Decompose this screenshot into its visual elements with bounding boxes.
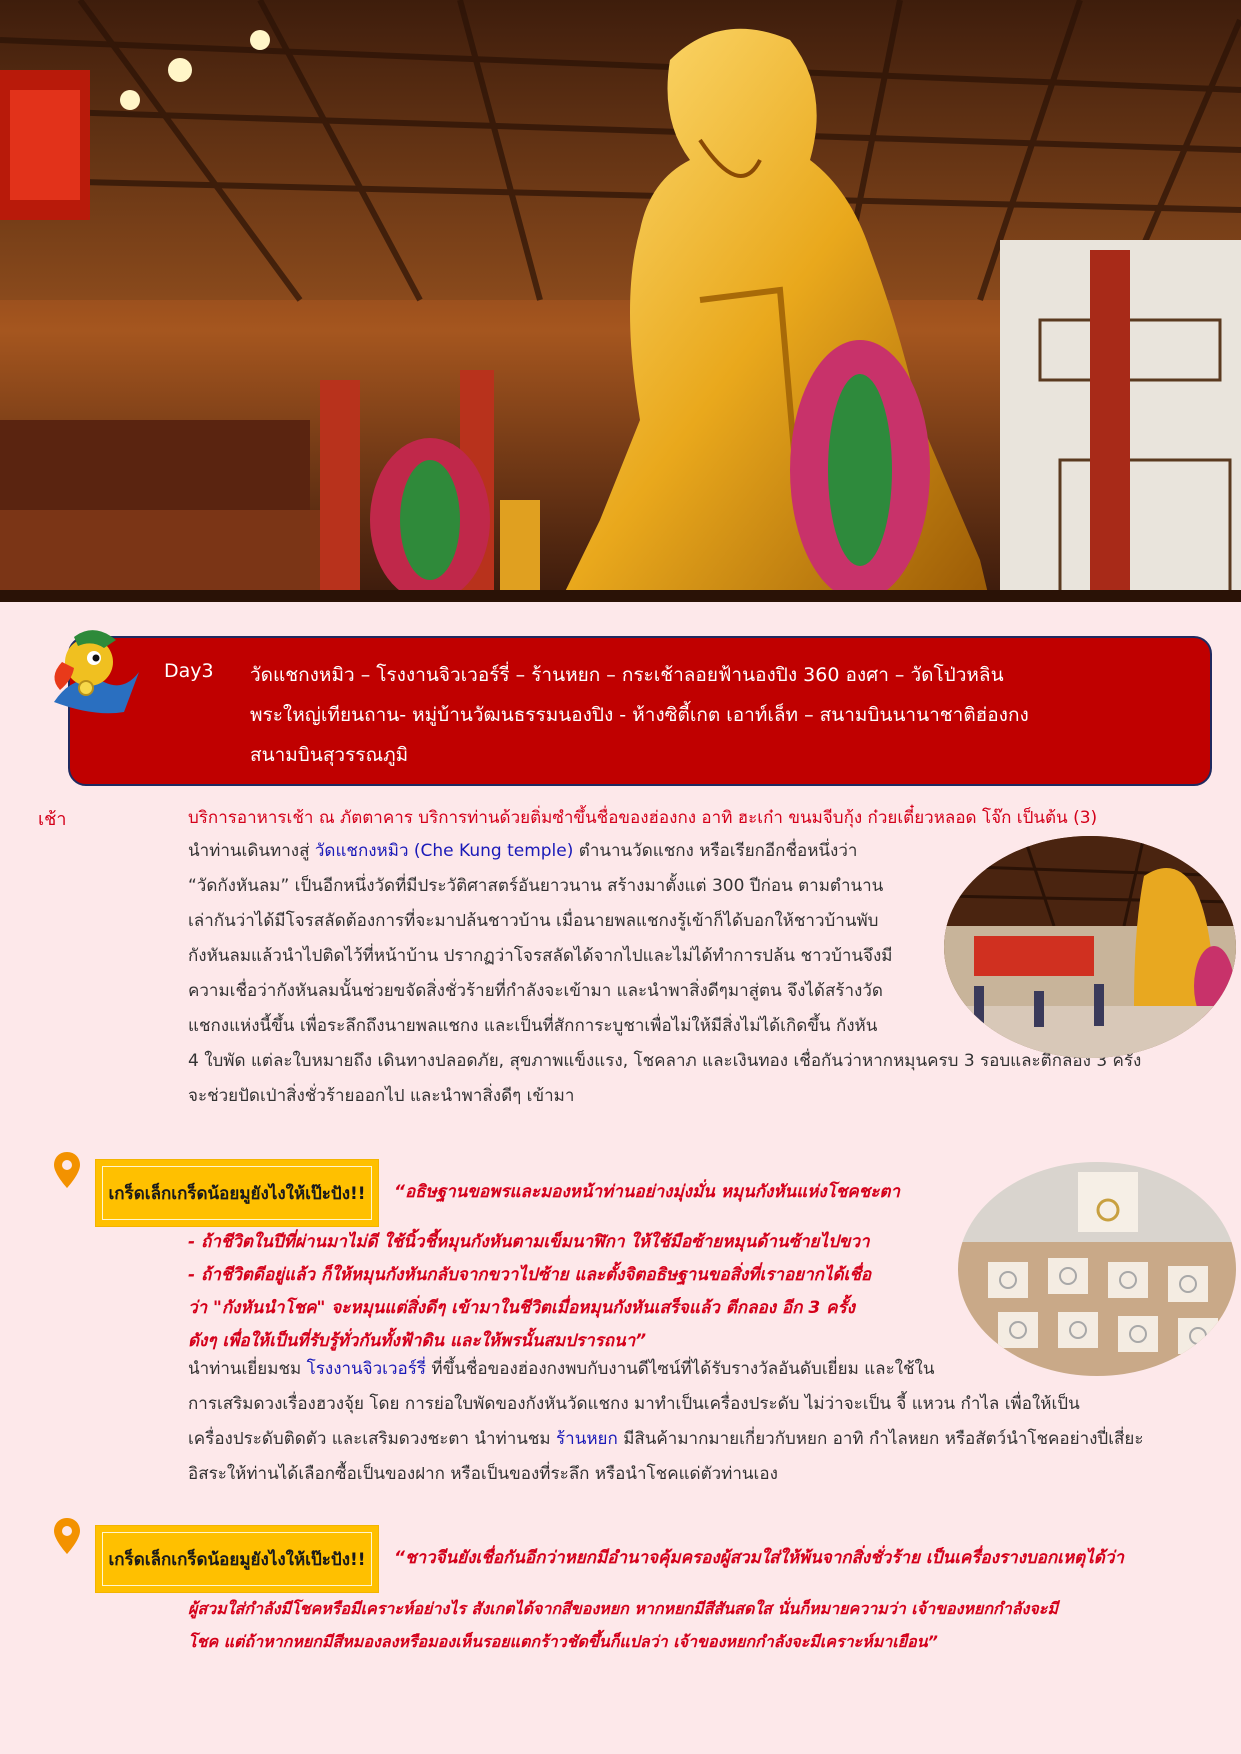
text-line: จะช่วยปัดเป่าสิ่งชั่วร้ายออกไป และนำพาสิ่งดีๆ เข้ามา bbox=[188, 1086, 575, 1106]
text-span: เครื่องประดับติดตัว และเสริมดวงชะตา นำท่านชม bbox=[188, 1429, 557, 1449]
tip-label: เกร็ดเล็กเกร็ดน้อยมูยังไงให้เป๊ะปัง!! bbox=[108, 1549, 366, 1570]
tip-quote-body bbox=[188, 1226, 871, 1358]
text-line: การเสริมดวงเรื่องฮวงจุ้ย โดย การย่อใบพัดของกังหันวัดแชกง มาทำเป็นเครื่องประดับ ไม่ว่าจะเป็น จี้ แหวน กำไล เพื่อให้เป็น bbox=[188, 1394, 1080, 1414]
jewelry-jade-description bbox=[188, 1352, 1144, 1492]
jewelry-display-photo bbox=[958, 1162, 1236, 1376]
text-line: 4 ใบพัด แต่ละใบหมายถึง เดินทางปลอดภัย, สุขภาพแข็งแรง, โชคลาภ และเงินทอง เชื่อกันว่าหากหมุนครบ 3 รอบและตีกลอง 3 ครั้ง bbox=[188, 1051, 1142, 1071]
day-banner bbox=[68, 636, 1212, 786]
location-pin-icon bbox=[54, 1152, 80, 1188]
text-span: นำท่านเดินทางสู่ bbox=[188, 841, 315, 861]
text-line: กังหันลมแล้วนำไปติดไว้ที่หน้าบ้าน ปรากฏว่าโจรสลัดได้จากไปและไม่ได้ทำการปล้น ชาวบ้านจึงมี bbox=[188, 946, 893, 966]
itinerary-line-1: วัดแชกงหมิว – โรงงานจิวเวอร์รี่ – ร้านหยก – กระเช้าลอยฟ้านองปิง 360 องศา – วัดโป่วหลิน bbox=[250, 664, 1004, 686]
meal-label: เช้า bbox=[38, 809, 67, 830]
text-span: นำท่านเยี่ยมชม bbox=[188, 1359, 307, 1379]
text-line: แชกงแห่งนี้ขึ้น เพื่อระลึกถึงนายพลแชกง และเป็นที่สักการะบูชาเพื่อไม่ให้มีสิ่งไม่ได้เกิดขึ้น กังหัน bbox=[188, 1016, 878, 1036]
quote-line: ผู้สวมใส่กำลังมีโชคหรือมีเคราะห์อย่างไร สังเกตได้จากสีของหยก หากหยกมีสีสันสดใส นั่นก็หมายความว่า เจ้าของหยกกำลังจะมี bbox=[188, 1599, 1058, 1618]
quote-line: “ชาวจีนยังเชื่อกันอีกว่าหยกมีอำนาจคุ้มครองผู้สวมใส่ให้พ้นจากสิ่งชั่วร้าย เป็นเครื่องรางบอกเหตุได้ว่า bbox=[394, 1548, 1124, 1568]
tip-badge-frame bbox=[102, 1532, 372, 1586]
text-line: ความเชื่อว่ากังหันลมนั้นช่วยขจัดสิ่งชั่วร้ายที่กำลังจะเข้ามา และนำพาสิ่งดีๆมาสู่ตน จึงได้สร้างวัด bbox=[188, 981, 883, 1001]
day-label: Day3 bbox=[164, 660, 214, 682]
text-span: ที่ขึ้นชื่อของฮ่องกงพบกับงานดีไซน์ที่ได้รับรางวัลอันดับเยี่ยม และใช้ใน bbox=[426, 1359, 935, 1379]
text-line: เล่ากันว่าได้มีโจรสลัดต้องการที่จะมาปล้นชาวบ้าน เมื่อนายพลแชกงรู้เข้าก็ได้บอกให้ชาวบ้านพับ bbox=[188, 911, 879, 931]
text-line bbox=[188, 1422, 1144, 1457]
quote-line: ว่า "กังหันนำโชค" จะหมุนแต่สิ่งดีๆ เข้ามาในชีวิตเมื่อหมุนกังหันเสร็จแล้ว ตีกลอง อีก 3 ครั้ง bbox=[188, 1298, 855, 1318]
quote-line: “อธิษฐานขอพรและมองหน้าท่านอย่างมุ่งมั่น หมุนกังหันแห่งโชคชะตา bbox=[394, 1182, 900, 1202]
quote-line: ดังๆ เพื่อให้เป็นที่รับรู้ทั่วกันทั้งฟ้าดิน และให้พรนั้นสมปรารถนา” bbox=[188, 1331, 647, 1351]
text-span: มีสินค้ามากมายเกี่ยวกับหยก อาทิ กำไลหยก หรือสัตว์นำโชคอย่างปี่เสี่ยะ bbox=[617, 1429, 1144, 1449]
itinerary-line-2: พระใหญ่เทียนถาน- หมู่บ้านวัฒนธรรมนองปิง - ห้างซิตี้เกต เอาท์เล็ท – สนามบินนานาชาติฮ่องกง bbox=[250, 704, 1029, 726]
itinerary-line-3: สนามบินสุวรรณภูมิ bbox=[250, 744, 409, 766]
location-pin-icon bbox=[54, 1518, 80, 1554]
hero-temple-photo bbox=[0, 0, 1241, 602]
tip-quote-intro bbox=[394, 1542, 1124, 1575]
temple-interior-photo bbox=[944, 836, 1236, 1058]
tip-badge-frame bbox=[102, 1166, 372, 1220]
jewelry-factory-highlight: โรงงานจิวเวอร์รี่ bbox=[306, 1359, 427, 1379]
parrot-mascot-icon bbox=[44, 622, 144, 722]
meal-description: บริการอาหารเช้า ณ ภัตตาคาร บริการท่านด้วยติ่มซำขึ้นชื่อของฮ่องกง อาทิ ฮะเก๋า ขนมจีบกุ้ง ก๋วยเตี๋ยวหลอด โจ๊ก เป็นต้น (3) bbox=[188, 808, 1098, 828]
quote-line: โชค แต่ถ้าหากหยกมีสีหมองลงหรือมองเห็นรอยแตกร้าวชัดขึ้นก็แปลว่า เจ้าของหยกกำลังจะมีเคราะห์มาเยือน” bbox=[188, 1632, 938, 1651]
tip-label: เกร็ดเล็กเกร็ดน้อยมูยังไงให้เป๊ะปัง!! bbox=[108, 1183, 366, 1204]
tip-badge bbox=[96, 1160, 378, 1226]
quote-line: - ถ้าชีวิตในปีที่ผ่านมาไม่ดี ใช้นิ้วชี้หมุนกังหันตามเข็มนาฬิกา ให้ใช้มือซ้ายหมุนด้านซ้ายไปขวา bbox=[188, 1232, 870, 1252]
tip-quote-intro bbox=[394, 1176, 900, 1209]
text-span: ตำนานวัดแชกง หรือเรียกอีกชื่อหนึ่งว่า bbox=[573, 841, 858, 861]
text-line: อิสระให้ท่านได้เลือกซื้อเป็นของฝาก หรือเป็นของที่ระลึก หรือนำโชคแด่ตัวท่านเอง bbox=[188, 1464, 778, 1484]
temple-name-highlight: วัดแชกงหมิว (Che Kung temple) bbox=[314, 841, 574, 861]
text-line bbox=[188, 1352, 1144, 1387]
tip-quote-body bbox=[188, 1592, 1058, 1658]
tip-badge bbox=[96, 1526, 378, 1592]
jade-shop-highlight: ร้านหยก bbox=[556, 1429, 618, 1449]
quote-line: - ถ้าชีวิตดีอยู่แล้ว ก็ให้หมุนกังหันกลับจากขวาไปซ้าย และตั้งจิตอธิษฐานขอสิ่งที่เราอยากได้เชื่อ bbox=[188, 1265, 872, 1285]
text-line: “วัดกังหันลม” เป็นอีกหนึ่งวัดที่มีประวัติศาสตร์อันยาวนาน สร้างมาตั้งแต่ 300 ปีก่อน ตามตำนาน bbox=[188, 876, 884, 896]
